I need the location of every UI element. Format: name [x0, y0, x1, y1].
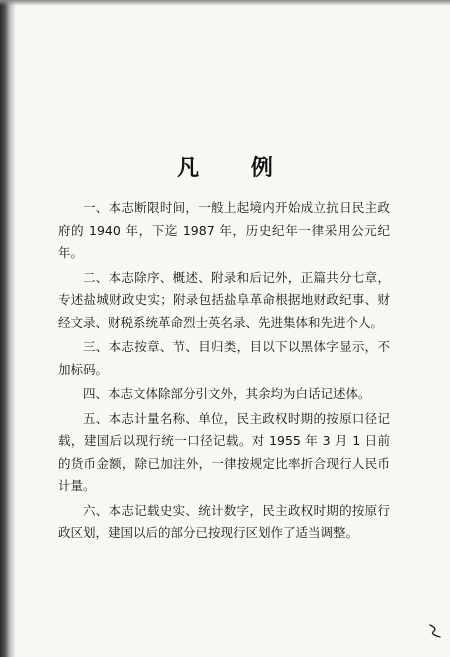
guidelines-body [58, 197, 390, 547]
guideline-paragraph-1: 一、本志断限时间，一般上起境内开始成立抗日民主政府的 1940 年，下迄 1987 年，历史纪年一律采用公元纪年。 [58, 200, 390, 260]
guideline-paragraph-4: 四、本志文体除部分引文外，其余均为白话记述体。 [83, 386, 371, 401]
guideline-paragraph-5: 五、本志计量名称、单位，民主政权时期的按原口径记载，建国后以现行统一口径记载。对 1955 年 3 月 1 日前的货币金额，除已加注外，一律按规定比率折合现行人民币计量。 [58, 410, 390, 493]
guideline-paragraph-6: 六、本志记载史实、统计数字，民主政权时期的按原行政区划，建国以后的部分已按现行区划作了适当调整。 [58, 502, 390, 540]
page-title: 凡 例 [177, 156, 295, 181]
guideline-paragraph-2: 二、本志除序、概述、附录和后记外，正篇共分七章，专述盐城财政史实；附录包括盐阜革命根据地财政纪事、财经文录、财税系统革命烈士英名录、先进集体和先进个人。 [58, 269, 390, 330]
guideline-paragraph-3: 三、本志按章、节、目归类，目以下以黑体字显示，不加标码。 [58, 339, 390, 377]
pen-mark-icon [428, 622, 444, 640]
scan-binding-shadow [0, 0, 16, 657]
scan-top-shadow [0, 0, 450, 6]
